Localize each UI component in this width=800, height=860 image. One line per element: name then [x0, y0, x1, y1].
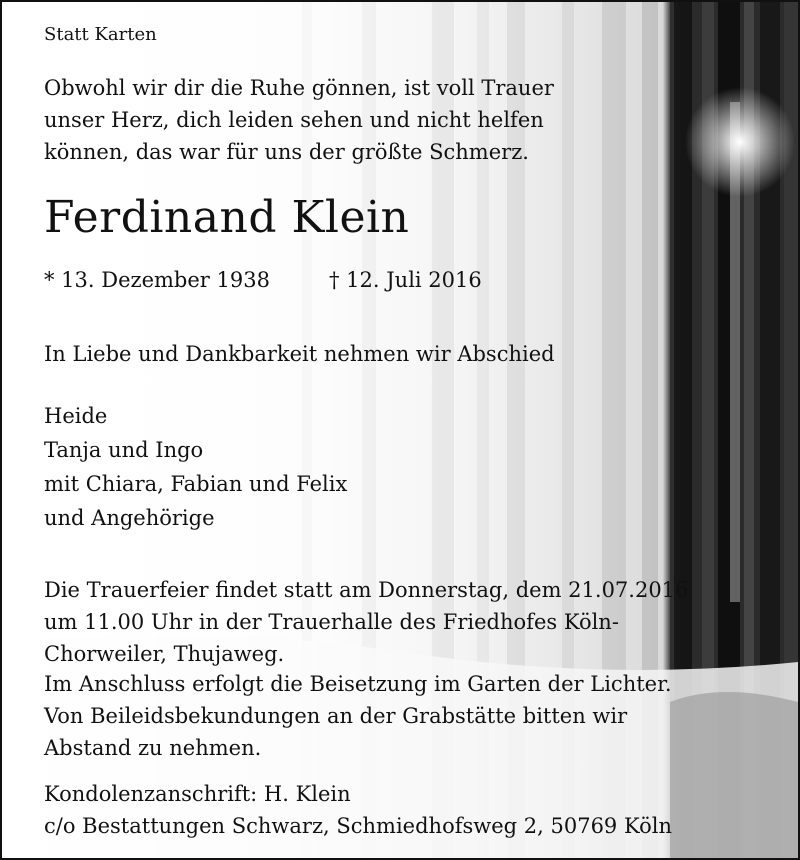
birth-date: * 13. Dezember 1938 — [44, 268, 270, 292]
ceremony-line: Chorweiler, Thujaweg. — [44, 642, 285, 666]
death-date: † 12. Juli 2016 — [329, 268, 482, 292]
ceremony-line: Die Trauerfeier findet statt am Donnerstag, dem 21.07.2016 — [44, 578, 689, 602]
farewell-text: In Liebe und Dankbarkeit nehmen wir Abschied — [44, 342, 555, 366]
ceremony-line: um 11.00 Uhr in der Trauerhalle des Friedhofes Köln- — [44, 610, 619, 634]
deceased-name: Ferdinand Klein — [44, 192, 410, 243]
ceremony-line: Abstand zu nehmen. — [44, 736, 262, 760]
poem-line-1: Obwohl wir dir die Ruhe gönnen, ist voll Trauer — [44, 76, 554, 100]
header-text: Statt Karten — [44, 24, 157, 45]
mourner-line: Heide — [44, 404, 108, 428]
address-line: c/o Bestattungen Schwarz, Schmiedhofsweg 2, 50769 Köln — [44, 814, 672, 838]
mourner-line: mit Chiara, Fabian und Felix — [44, 472, 348, 496]
mourner-line: und Angehörige — [44, 506, 215, 530]
poem-line-2: unser Herz, dich leiden sehen und nicht helfen — [44, 108, 544, 132]
address-line: Kondolenzanschrift: H. Klein — [44, 782, 351, 806]
mourner-line: Tanja und Ingo — [44, 438, 204, 462]
poem-line-3: können, das war für uns der größte Schmerz. — [44, 140, 529, 164]
ceremony-line: Von Beileidsbekundungen an der Grabstätte bitten wir — [44, 704, 628, 728]
ceremony-line: Im Anschluss erfolgt die Beisetzung im Garten der Lichter. — [44, 672, 672, 696]
